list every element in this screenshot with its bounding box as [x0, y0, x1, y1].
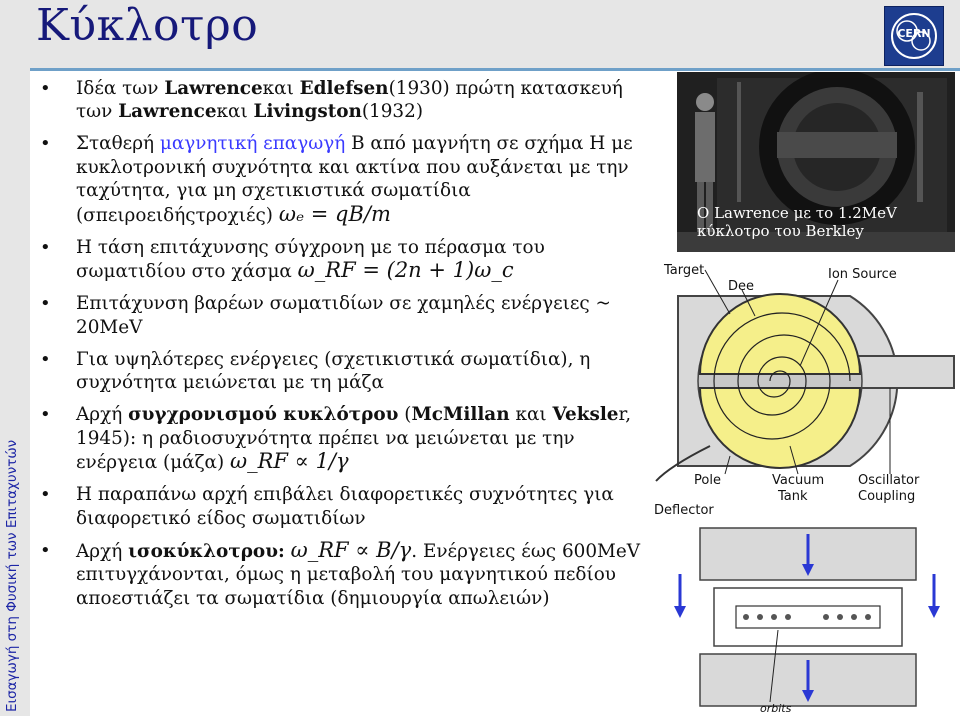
bold-term: Edlefsen: [299, 77, 389, 99]
formula: ω_RF = (2n + 1)ω_c: [297, 258, 514, 282]
bold-term: συγχρονισμού κυκλότρου: [128, 404, 399, 425]
bullet-text: (: [398, 404, 412, 425]
bullet-item-8: [38, 539, 650, 611]
bullet-text: . Ενέργειες έως 600MeV επιτυγχάνονται, όμως η μεταβολή του μαγνητικού πεδίου αποεστιάζει τα σωματίδια (δημιουργία απωλειών): [76, 540, 641, 609]
cyclotron-diagram-svg: [650, 256, 956, 524]
cyclotron-diagram: [650, 256, 956, 524]
label-coupling: Coupling: [858, 489, 916, 504]
label-orbits: orbits: [760, 702, 792, 715]
bullet-text: Η τάση επιτάχυνσης σύγχρονη με το πέρασμα του σωματιδίου στο χάσμα: [76, 236, 545, 282]
bold-term: McMillan: [411, 404, 510, 425]
label-oscillator: Oscillator: [858, 473, 920, 488]
photo-caption: O Lawrence με το 1.2MeV κύκλοτρο του Berkley: [697, 204, 897, 240]
label-ion-source: Ion Source: [828, 267, 897, 282]
sidebar-course-title: Εισαγωγή στη Φυσική των Επιταχυντών: [4, 439, 20, 712]
bullet-text: r, 1945): η ραδιοσυχνότητα πρέπει να μειώνεται με την ενέργεια (μάζα): [76, 404, 632, 473]
highlighted-term: μαγνητική επαγωγή: [159, 133, 346, 154]
bold-term: Lawrence: [164, 77, 263, 99]
bullet-item-1: [38, 77, 650, 124]
bullet-text: Για υψηλότερες ενέργειες (σχετικιστικά σωματίδια), η συχνότητα μειώνεται με τη μάζα: [76, 348, 591, 393]
label-tank: Tank: [778, 489, 808, 504]
label-deflector: Deflector: [654, 503, 714, 518]
slide-title: Κύκλοτρο: [36, 0, 259, 51]
bullet-text: και: [216, 101, 254, 122]
cyclotron-side-view-svg: [650, 526, 956, 716]
bullet-text: (1932): [361, 101, 423, 122]
formula: ω_RF ∝ B/γ: [290, 537, 412, 562]
bullet-text: Η παραπάνω αρχή επιβάλει διαφορετικές συχνότητες για διαφορετικό είδος σωματιδίων: [76, 484, 614, 529]
label-dee: Dee: [728, 279, 755, 294]
bullet-text: Ιδέα των: [76, 77, 165, 99]
bold-term: ισοκύκλοτρου:: [128, 540, 285, 562]
bullet-item-5: [38, 348, 650, 395]
cern-logo-text: CERN: [897, 27, 931, 40]
bullet-text: Αρχή: [76, 404, 129, 425]
bullet-text: Αρχή: [76, 540, 129, 562]
cyclotron-side-view: [650, 526, 956, 716]
cern-logo: [884, 6, 944, 66]
bullet-item-3: [38, 236, 650, 284]
lawrence-photo: [677, 72, 955, 252]
bullet-text: Σταθερή: [76, 133, 160, 154]
bullet-text: και: [262, 77, 300, 99]
bullet-item-4: [38, 292, 650, 339]
bold-term: Veksle: [552, 404, 619, 425]
bullet-text: B από μαγνήτη σε σχήμα H με κυκλοτρονική συχνότητα και ακτίνα που αυξάνεται με την ταχύτητα, για μη σχετικιστικά σωματίδια (σπειροειδήςτροχιές): [76, 133, 633, 226]
bold-term: Lawrence: [118, 101, 217, 122]
bullet-item-7: [38, 483, 650, 530]
label-pole: Pole: [694, 473, 721, 488]
bullet-list: [38, 77, 650, 611]
slide-body: [38, 68, 650, 610]
bullet-item-6: [38, 403, 650, 475]
formula: ωₑ = qB/m: [278, 201, 391, 226]
bullet-item-2: [38, 132, 650, 227]
label-vacuum: Vacuum: [772, 473, 825, 488]
bullet-text: (1930) πρώτη κατασκευή των: [76, 77, 623, 122]
label-target: Target: [664, 263, 705, 278]
formula: ω_RF ∝ 1/γ: [230, 449, 349, 473]
bullet-text: και: [509, 404, 553, 425]
bullet-text: Επιτάχυνση βαρέων σωματιδίων σε χαμηλές ενέργειες ~ 20MeV: [76, 293, 611, 338]
bold-term: Livingston: [253, 101, 362, 122]
